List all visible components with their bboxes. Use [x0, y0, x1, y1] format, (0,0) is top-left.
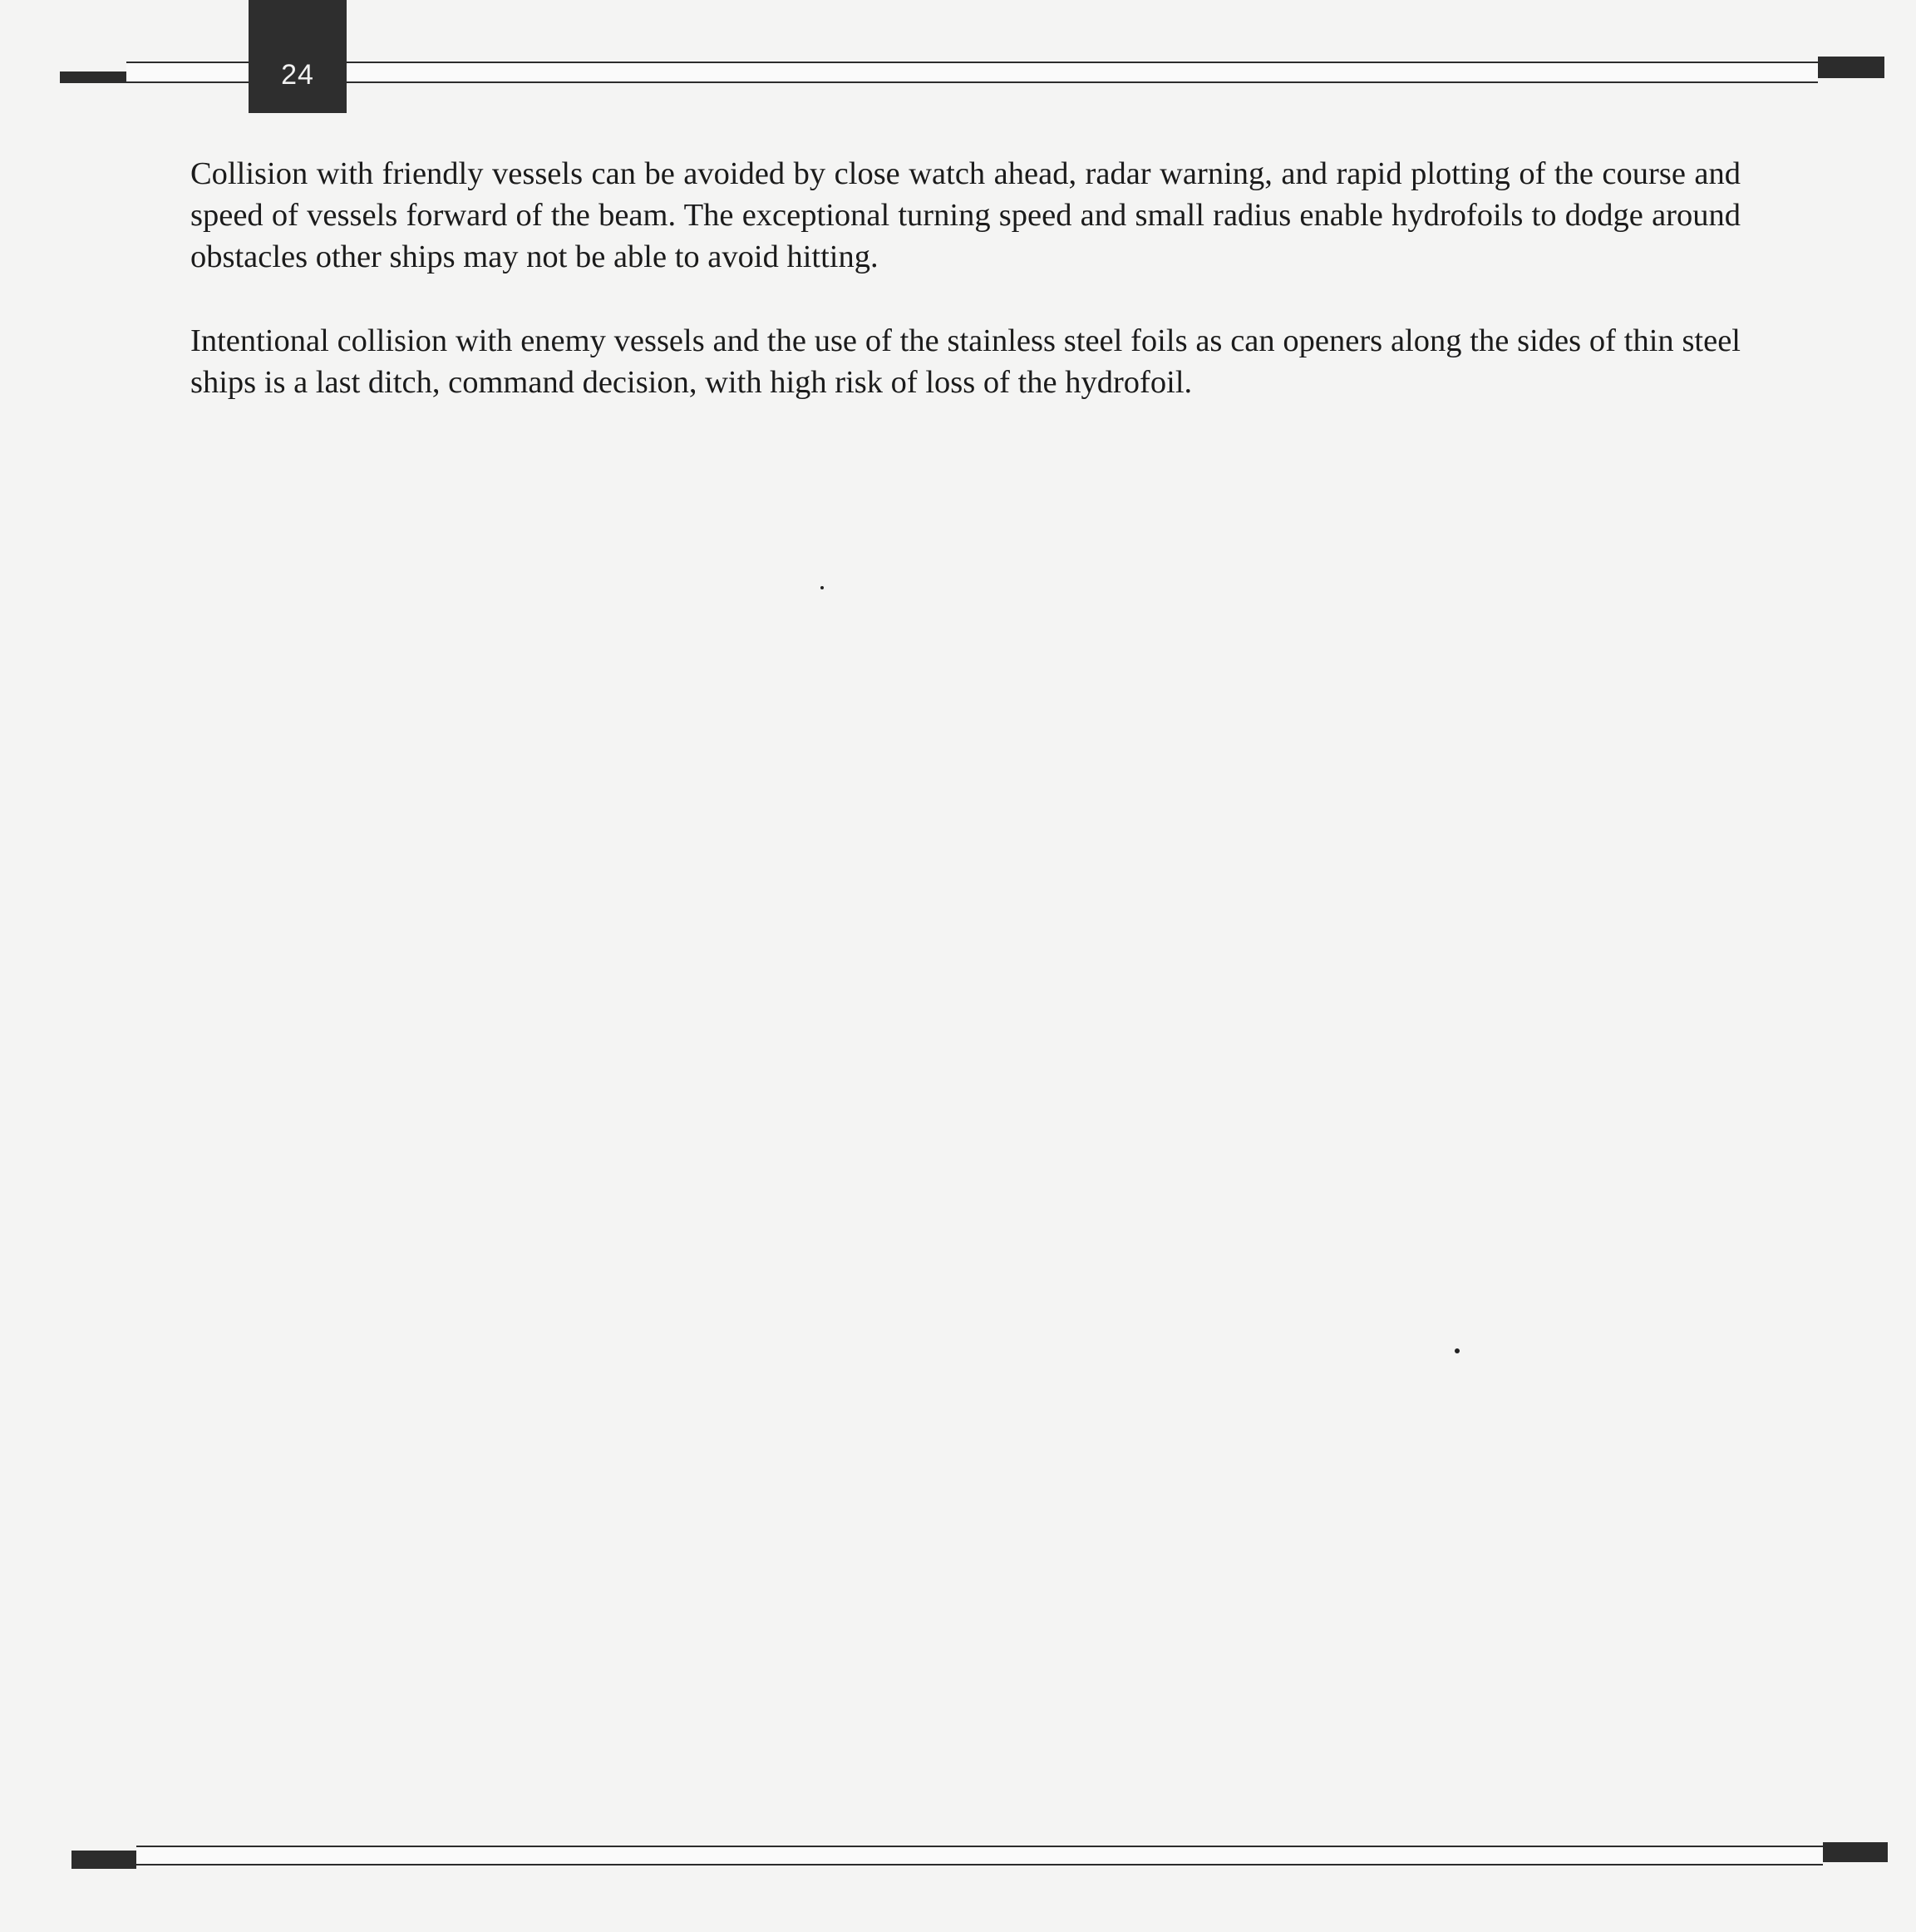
header-rule-band — [126, 62, 1818, 83]
paper-speck — [820, 586, 824, 589]
page-number: 24 — [281, 59, 314, 91]
page-number-tab — [249, 0, 347, 113]
body-text — [190, 153, 1741, 446]
header-rule-left-cap — [60, 71, 126, 83]
footer-rule-band — [136, 1846, 1823, 1865]
paragraph-intentional-collision: Intentional collision with enemy vessels and the use of the stainless steel foils as can openers along the sides of thin steel ships is a last ditch, command decision, with high risk of loss of the hydrofoil. — [190, 323, 1741, 400]
footer-rule-right-cap — [1823, 1842, 1888, 1862]
paper-speck — [1455, 1348, 1460, 1353]
footer-rule-left-cap — [71, 1851, 136, 1869]
footer-rule — [71, 1842, 1888, 1869]
header-rule-right-cap — [1818, 57, 1884, 78]
paragraph-friendly-collision: Collision with friendly vessels can be avoided by close watch ahead, radar warning, and rapid plotting of the course and speed of vessels forward of the beam. The exceptional turning speed and small radius enable hydrofoils to dodge around obstacles other ships may not be able to avoid hitting. — [190, 156, 1741, 274]
